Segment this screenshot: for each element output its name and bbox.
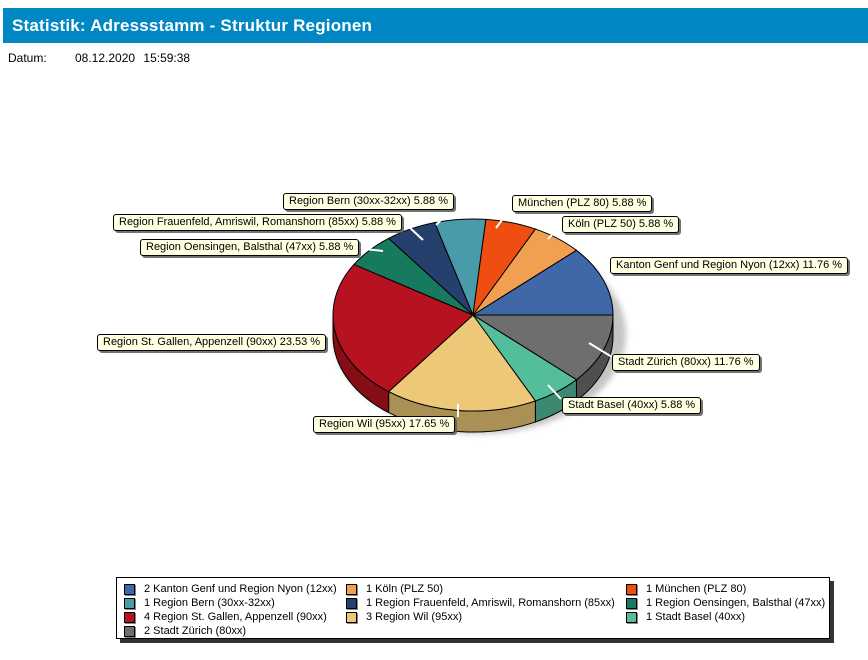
- legend-item-label: 1 München (PLZ 80): [646, 583, 747, 595]
- legend-item: [124, 596, 337, 610]
- legend-color-swatch: [626, 598, 637, 609]
- legend-item: [346, 596, 615, 610]
- callout-region-stgallen: Region St. Gallen, Appenzell (90xx) 23.53 %: [97, 334, 326, 351]
- legend-column-3: [626, 582, 825, 624]
- legend-item: [626, 610, 825, 624]
- callout-koeln: Köln (PLZ 50) 5.88 %: [562, 216, 679, 233]
- legend-item: [124, 610, 337, 624]
- legend-item-label: 4 Region St. Gallen, Appenzell (90xx): [144, 611, 327, 623]
- legend-item-label: 1 Region Frauenfeld, Amriswil, Romanshorn (85xx): [366, 597, 615, 609]
- legend-item-label: 2 Kanton Genf und Region Nyon (12xx): [144, 583, 337, 595]
- date-value: 08.12.2020 15:59:38: [75, 51, 191, 65]
- legend-item-label: 1 Köln (PLZ 50): [366, 583, 444, 595]
- legend-color-swatch: [124, 584, 135, 595]
- legend-color-swatch: [124, 626, 135, 637]
- page-title: Statistik: Adressstamm - Struktur Regionen: [12, 15, 373, 35]
- legend-item-label: 1 Stadt Basel (40xx): [646, 611, 746, 623]
- legend-column-2: [346, 582, 615, 624]
- legend-color-swatch: [626, 584, 637, 595]
- callout-stadt-basel: Stadt Basel (40xx) 5.88 %: [562, 397, 701, 414]
- legend-item: [626, 582, 825, 596]
- callout-region-bern: Region Bern (30xx-32xx) 5.88 %: [283, 193, 454, 210]
- legend-item: [346, 610, 615, 624]
- legend-color-swatch: [346, 598, 357, 609]
- legend-column-1: [124, 582, 337, 638]
- legend-item-label: 1 Region Oensingen, Balsthal (47xx): [646, 597, 826, 609]
- callout-region-frauenfeld: Region Frauenfeld, Amriswil, Romanshorn (85xx) 5.88 %: [113, 214, 402, 231]
- chart-legend: [116, 577, 830, 639]
- legend-color-swatch: [626, 612, 637, 623]
- callout-region-oensingen: Region Oensingen, Balsthal (47xx) 5.88 %: [140, 239, 359, 256]
- legend-item-label: 3 Region Wil (95xx): [366, 611, 462, 623]
- date-label: Datum:: [8, 51, 47, 65]
- legend-color-swatch: [346, 612, 357, 623]
- callout-muenchen: München (PLZ 80) 5.88 %: [512, 195, 652, 212]
- callout-region-wil: Region Wil (95xx) 17.65 %: [313, 416, 455, 433]
- legend-item: [346, 582, 615, 596]
- legend-color-swatch: [124, 598, 135, 609]
- callout-kanton-genf: Kanton Genf und Region Nyon (12xx) 11.76 %: [610, 257, 848, 274]
- legend-item: [124, 624, 337, 638]
- callout-stadt-zuerich: Stadt Zürich (80xx) 11.76 %: [612, 354, 760, 371]
- legend-color-swatch: [346, 584, 357, 595]
- legend-item: [124, 582, 337, 596]
- legend-item: [626, 596, 825, 610]
- legend-item-label: 2 Stadt Zürich (80xx): [144, 625, 247, 637]
- legend-item-label: 1 Region Bern (30xx-32xx): [144, 597, 275, 609]
- legend-color-swatch: [124, 612, 135, 623]
